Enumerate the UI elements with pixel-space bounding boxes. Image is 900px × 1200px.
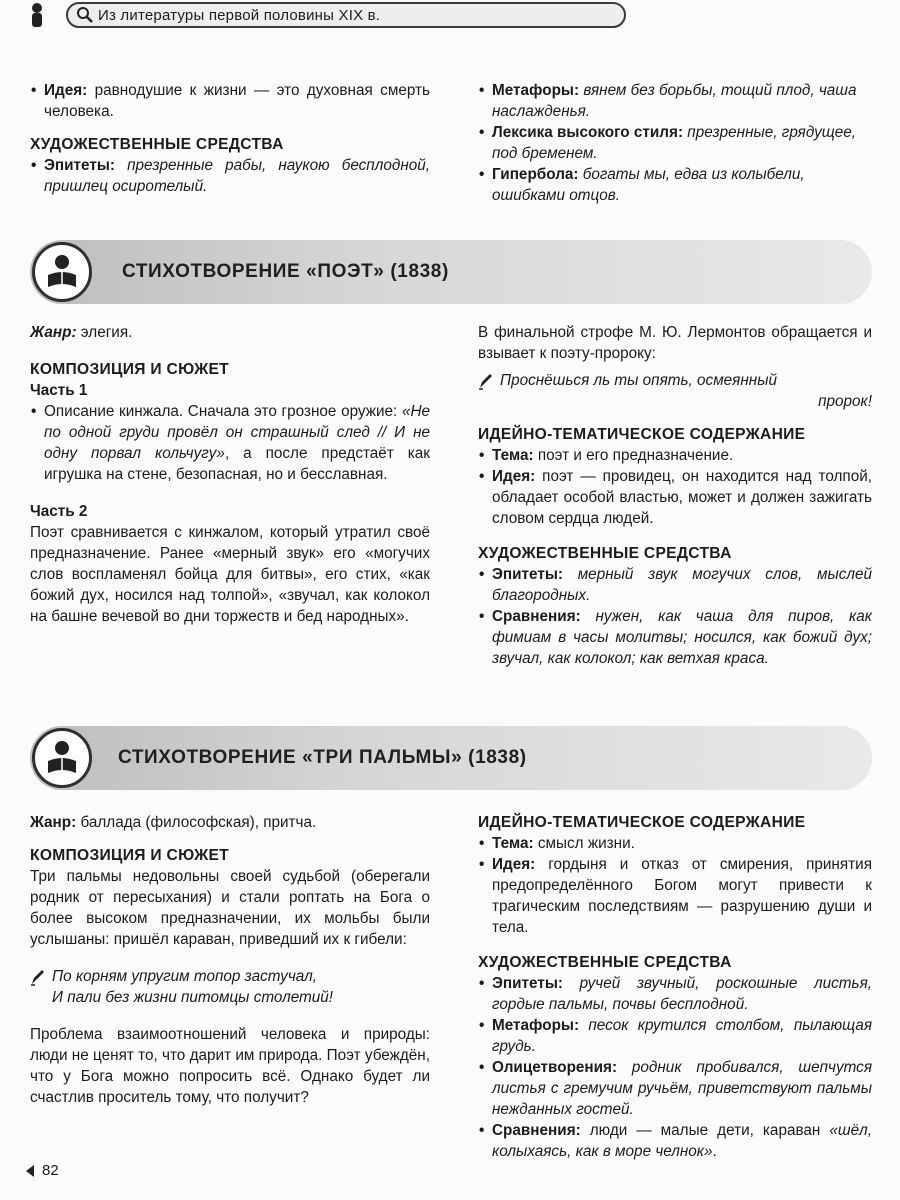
hyperbole-item: • Гипербола: богаты мы, едва из колыбели, ошибками отцов. <box>478 164 872 206</box>
section-title-poet: СТИХОТВОРЕНИЕ «ПОЭТ» (1838) <box>122 261 449 282</box>
genre-line: Жанр: баллада (философская), притча. <box>30 814 317 831</box>
top-left-column <box>30 80 430 197</box>
poet-quote: Проснёшься ль ты опять, осмеянный пророк! <box>478 370 872 412</box>
header-title: Из литературы первой половины XIX в. <box>98 6 381 24</box>
pen-icon <box>478 372 494 390</box>
palms-left-column <box>30 812 430 1108</box>
idea-heading: ИДЕЙНО-ТЕМАТИЧЕСКОЕ СОДЕРЖАНИЕ <box>478 426 806 443</box>
art-heading: ХУДОЖЕСТВЕННЫЕ СРЕДСТВА <box>478 954 732 971</box>
idea-item: • Идея: гордыня и отказ от смирения, принятия предопределённого Богом могут привести к трагическим последствиям — разрушению души и тела. <box>478 854 872 938</box>
final-stanza-text: В финальной строфе М. Ю. Лермонтов обращается и взывает к поэту-пророку: <box>478 324 872 362</box>
section-banner-poet <box>30 240 872 304</box>
section-banner-three-palms <box>30 726 872 790</box>
poet-right-column <box>478 322 872 669</box>
palms-right-column <box>478 812 872 1162</box>
theme-item: • Тема: поэт и его предназначение. <box>478 445 872 466</box>
page-number: 82 <box>26 1162 59 1179</box>
idea-heading: ИДЕЙНО-ТЕМАТИЧЕСКОЕ СОДЕРЖАНИЕ <box>478 814 806 831</box>
part2-label: Часть 2 <box>30 503 88 520</box>
idea-item: • Идея: поэт — провидец, он находится над толпой, обладает особой властью, может и должен зажигать словом сердца людей. <box>478 466 872 529</box>
problem-text: Проблема взаимоотношений человека и природы: люди не ценят то, что дарит им природа. Поэт убеждён, что у Бога можно попросить всё. Однако будет ли счастлив проситель тому, что получит? <box>30 1026 430 1106</box>
similes-item: • Сравнения: люди — малые дети, караван «шёл, колыхаясь, как в море челнок». <box>478 1120 872 1162</box>
idea-item: • Идея: равнодушие к жизни — это духовная смерть человека. <box>30 80 430 122</box>
art-heading: ХУДОЖЕСТВЕННЫЕ СРЕДСТВА <box>30 136 284 153</box>
reader-icon <box>32 242 92 302</box>
epithets-item: • Эпитеты: презренные рабы, наукою бесплодной, пришлец осиротелый. <box>30 155 430 197</box>
section-title-three-palms: СТИХОТВОРЕНИЕ «ТРИ ПАЛЬМЫ» (1838) <box>118 747 527 768</box>
similes-item: • Сравнения: нужен, как чаша для пиров, как фимиам в часы молитвы; носился, как божий дух; звучал, как колокол; как ветхая краса. <box>478 606 872 669</box>
search-icon <box>72 2 98 28</box>
composition-heading: КОМПОЗИЦИЯ И СЮЖЕТ <box>30 361 230 378</box>
theme-item: • Тема: смысл жизни. <box>478 833 872 854</box>
poet-left-column <box>30 322 430 627</box>
epithets-item: • Эпитеты: мерный звук могучих слов, мыслей благородных. <box>478 564 872 606</box>
reader-icon <box>32 728 92 788</box>
bookmark-icon <box>26 2 48 28</box>
metaphors-item: • Метафоры: вянем без борьбы, тощий плод, чаша наслажденья. <box>478 80 872 122</box>
header-pill <box>66 2 626 28</box>
genre-line: Жанр: элегия. <box>30 324 133 341</box>
epithets-item: • Эпитеты: ручей звучный, роскошные листья, гордые пальмы, почвы бесплодной. <box>478 973 872 1015</box>
part2-text: Поэт сравнивается с кинжалом, который утратил своё предназначение. Ранее «мерный звук» его «могучих слов воспламенял бойца для битвы», его стих, «как божий дух, носился над толпой», «звучал, как колокол на башне вечевой во дни торжеств и бед народных». <box>30 524 430 625</box>
running-header <box>0 0 900 34</box>
pen-icon <box>30 968 46 986</box>
composition-heading: КОМПОЗИЦИЯ И СЮЖЕТ <box>30 847 230 864</box>
composition-text: Три пальмы недовольны своей судьбой (оберегали родник от пересыхания) и стали роптать на Бога о более высоком предназначении, их мольбы были услышаны: пришёл караван, приведший их к гибели: <box>30 868 430 948</box>
triangle-left-icon <box>26 1165 34 1177</box>
personification-item: • Олицетворения: родник пробивался, шепчутся листья с гремучим ручьём, приветствуют пальмы нежданных гостей. <box>478 1057 872 1120</box>
part1-item: • Описание кинжала. Сначала это грозное оружие: «Не по одной груди провёл он страшный след // И не одну порвал кольчугу», а после предстаёт как игрушка на стене, безопасная, но и бесславная. <box>30 401 430 485</box>
top-right-column <box>478 80 872 206</box>
palms-quote: По корням упругим топор застучал, И пали без жизни питомцы столетий! <box>30 966 430 1008</box>
art-heading: ХУДОЖЕСТВЕННЫЕ СРЕДСТВА <box>478 545 732 562</box>
part1-label: Часть 1 <box>30 382 88 399</box>
metaphors-item: • Метафоры: песок крутился столбом, пылающая грудь. <box>478 1015 872 1057</box>
lexis-item: • Лексика высокого стиля: презренные, грядущее, под бременем. <box>478 122 872 164</box>
